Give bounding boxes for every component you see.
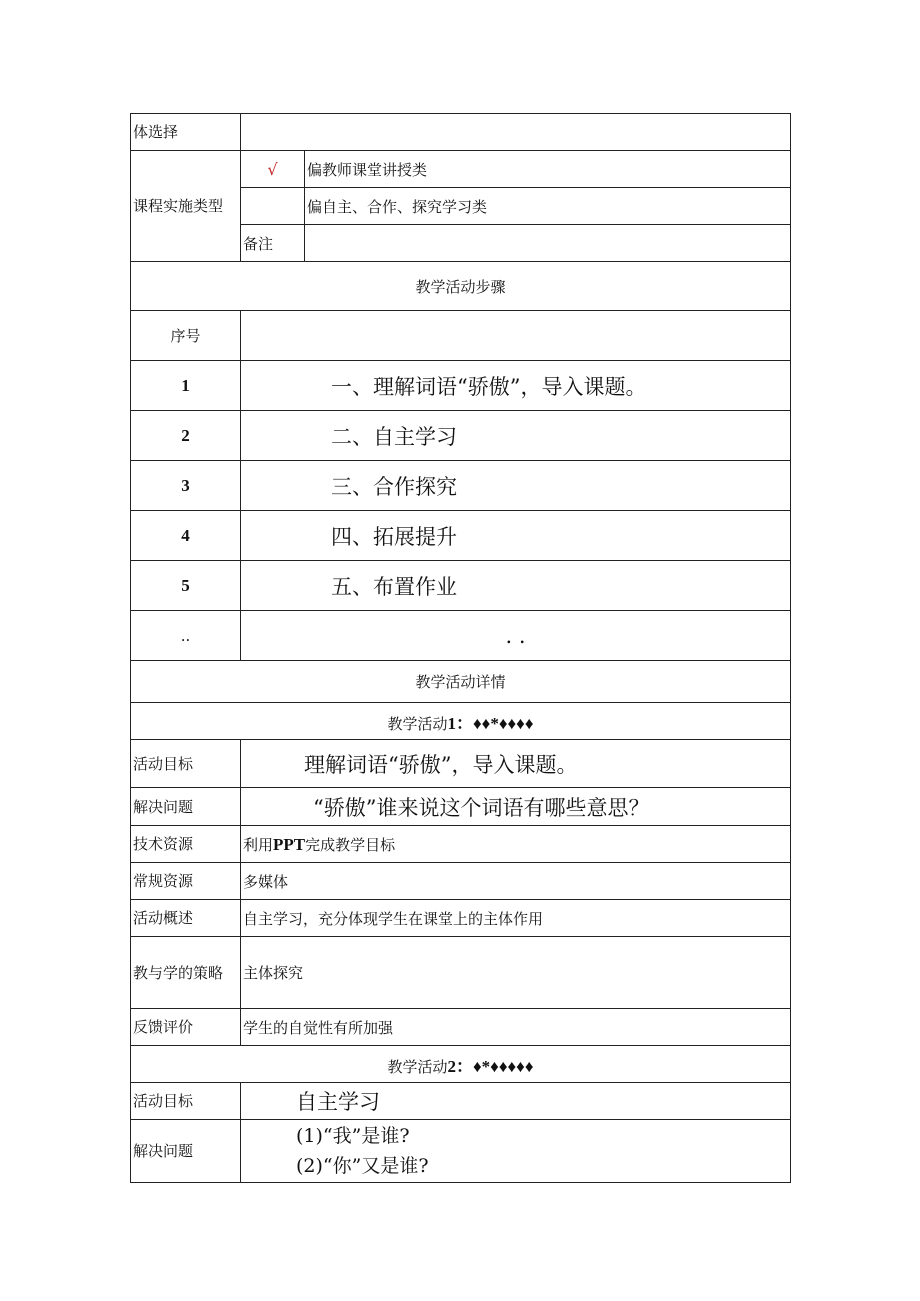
step-row-more — [131, 611, 791, 661]
steps-section-title: 教学活动步骤 — [131, 262, 791, 311]
activity-1-tech-prefix: 利用 — [243, 835, 274, 854]
activity-2-problem-line-2: (2)“你”又是谁? — [296, 1155, 429, 1177]
activity-2-title-row — [131, 1046, 791, 1083]
step-number: 3 — [131, 461, 241, 511]
activity-2-problem-row — [131, 1120, 791, 1183]
activity-2-title — [131, 1046, 791, 1083]
remark-label: 备注 — [241, 225, 305, 262]
step-row — [131, 461, 791, 511]
step-row — [131, 361, 791, 411]
step-text: 四、拓展提升 — [241, 511, 791, 561]
activity-1-title-prefix: 教学活动 — [387, 714, 448, 733]
activity-1-problem-row — [131, 788, 791, 826]
activity-1-tech-bold: PPT — [273, 834, 306, 854]
activity-1-problem-label: 解决问题 — [131, 788, 241, 826]
activity-2-title-symbols: ♦*♦♦♦♦♦ — [472, 1056, 534, 1076]
activity-2-problem-label: 解决问题 — [131, 1120, 241, 1183]
step-row — [131, 511, 791, 561]
activity-2-goal-label: 活动目标 — [131, 1083, 241, 1120]
media-selection-label: 体选择 — [131, 114, 241, 151]
activity-1-title-number: 1： — [447, 713, 473, 733]
step-text: 五、布置作业 — [241, 561, 791, 611]
check-mark-icon: √ — [241, 151, 305, 188]
activity-1-feedback: 学生的自觉性有所加强 — [241, 1009, 791, 1046]
activity-1-strategy: 主体探究 — [241, 937, 791, 1009]
activity-1-tech — [241, 826, 791, 863]
activity-1-goal-row — [131, 740, 791, 788]
lesson-plan-table — [130, 113, 791, 1183]
activity-2-title-number: 2： — [447, 1056, 473, 1076]
activity-2-problem-line-1: (1)“我”是谁? — [296, 1125, 410, 1147]
activity-1-title-row — [131, 703, 791, 740]
step-text: 二、自主学习 — [241, 411, 791, 461]
activity-1-overview-row — [131, 900, 791, 937]
activity-1-tech-row — [131, 826, 791, 863]
activity-1-regular-row — [131, 863, 791, 900]
course-type-option-inquiry: 偏自主、合作、探究学习类 — [305, 188, 791, 225]
step-number-more: .. — [131, 611, 241, 661]
activity-2-title-prefix: 教学活动 — [387, 1057, 448, 1076]
course-type-option-lecture: 偏教师课堂讲授类 — [305, 151, 791, 188]
step-row — [131, 561, 791, 611]
step-text: 三、合作探究 — [241, 461, 791, 511]
activity-1-tech-suffix: 完成教学目标 — [305, 835, 396, 854]
lesson-plan-table-wrapper — [130, 113, 790, 1183]
activity-1-overview-label: 活动概述 — [131, 900, 241, 937]
activity-1-goal: 理解词语“骄傲”，导入课题。 — [241, 740, 791, 788]
course-type-label: 课程实施类型 — [131, 151, 241, 262]
steps-header-row — [131, 311, 791, 361]
steps-header-blank — [241, 311, 791, 361]
activity-1-strategy-label: 教与学的策略 — [131, 937, 241, 1009]
remark-value — [305, 225, 791, 262]
activity-2-goal-row — [131, 1083, 791, 1120]
steps-title-row — [131, 262, 791, 311]
activity-1-regular: 多媒体 — [241, 863, 791, 900]
activity-1-title — [131, 703, 791, 740]
activity-1-goal-label: 活动目标 — [131, 740, 241, 788]
step-number: 1 — [131, 361, 241, 411]
activity-2-goal: 自主学习 — [241, 1083, 791, 1120]
media-selection-row — [131, 114, 791, 151]
step-row — [131, 411, 791, 461]
activity-2-problem — [241, 1120, 791, 1183]
activity-1-strategy-row — [131, 937, 791, 1009]
details-title-row — [131, 661, 791, 703]
step-text-more: . . — [241, 611, 791, 661]
step-number: 5 — [131, 561, 241, 611]
activity-1-regular-label: 常规资源 — [131, 863, 241, 900]
activity-1-feedback-row — [131, 1009, 791, 1046]
course-type-row-1 — [131, 151, 791, 188]
activity-1-feedback-label: 反馈评价 — [131, 1009, 241, 1046]
course-type-check-empty — [241, 188, 305, 225]
activity-1-problem: “骄傲”谁来说这个词语有哪些意思？ — [241, 788, 791, 826]
activity-1-tech-label: 技术资源 — [131, 826, 241, 863]
activity-1-overview: 自主学习，充分体现学生在课堂上的主体作用 — [241, 900, 791, 937]
activity-1-title-symbols: ♦♦*♦♦♦♦ — [472, 713, 534, 733]
step-number: 2 — [131, 411, 241, 461]
step-text: 一、理解词语“骄傲”，导入课题。 — [241, 361, 791, 411]
seq-header: 序号 — [131, 311, 241, 361]
media-selection-value — [241, 114, 791, 151]
details-section-title: 教学活动详情 — [131, 661, 791, 703]
step-number: 4 — [131, 511, 241, 561]
